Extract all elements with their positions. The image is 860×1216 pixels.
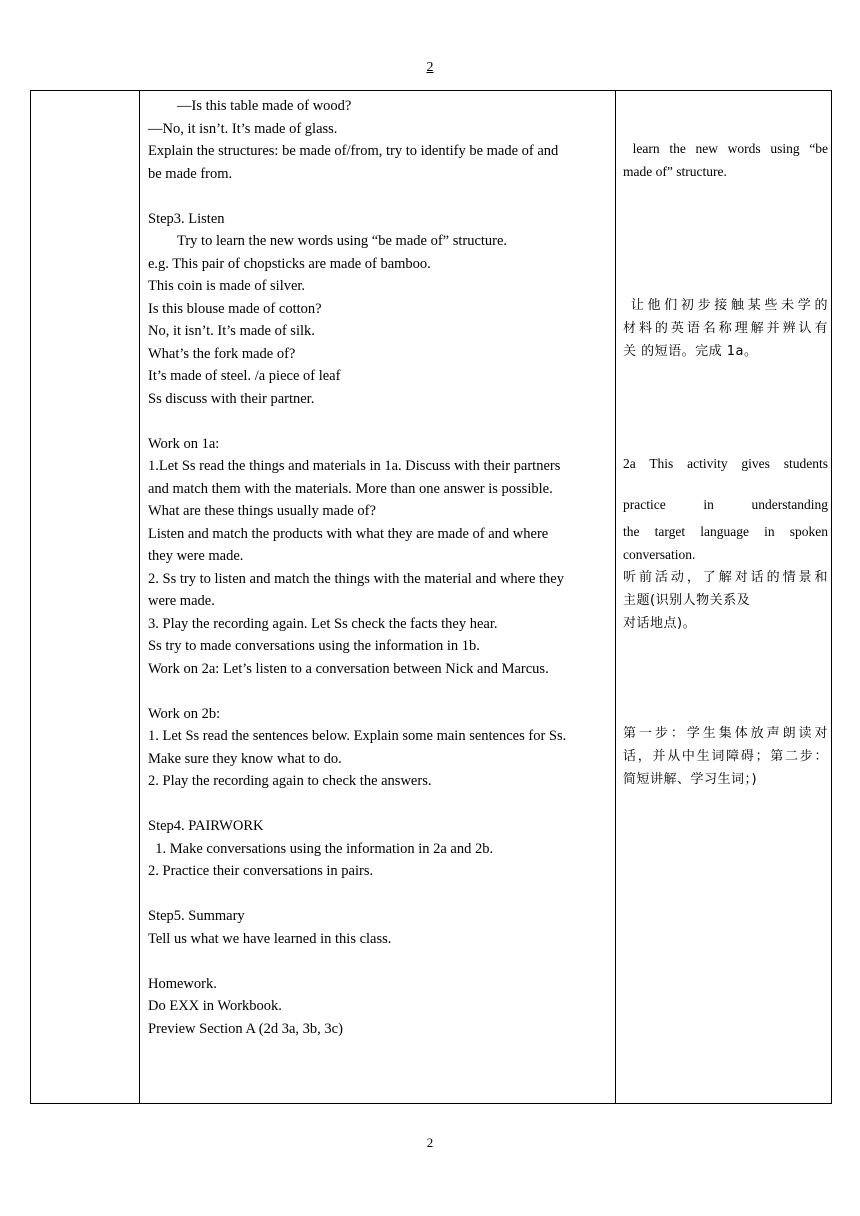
procedure-line: 2. Practice their conversations in pairs. <box>148 863 374 879</box>
note-line: 对话地点)。 <box>623 616 697 631</box>
procedure-line <box>148 950 610 973</box>
procedure-line: Try to learn the new words using “be made of” structure. <box>148 233 508 249</box>
procedure-line: What are these things usually made of? <box>148 503 376 519</box>
procedure-line: Ss try to made conversations using the information in 1b. <box>148 638 480 654</box>
note-learn-new-words <box>623 137 828 183</box>
page-number-top: 2 <box>426 60 434 75</box>
procedure-line: e.g. This pair of chopsticks are made of bamboo. <box>148 255 431 272</box>
procedure-line: Homework. <box>148 975 217 992</box>
note-line: made of” structure. <box>623 164 727 179</box>
procedure-line <box>148 793 610 816</box>
note-line: 听前活动，了解对话的情景和 <box>623 570 828 585</box>
note-materials <box>623 294 828 363</box>
procedure-line: 3. Play the recording again. Let Ss check the facts they hear. <box>148 615 498 632</box>
procedure-line: 1. Let Ss read the sentences below. Explain some main sentences for Ss. <box>148 728 567 744</box>
procedure-line: 2. Play the recording again to check the answers. <box>148 773 432 789</box>
procedure-line: It’s made of steel. /a piece of leaf <box>148 368 341 384</box>
procedure-line: Do EXX in Workbook. <box>148 998 282 1014</box>
teaching-procedure-column <box>148 95 610 1040</box>
note-line: 话，并从中生词障碍；第二步： <box>623 749 828 764</box>
procedure-line: Step5. Summary <box>148 908 245 924</box>
note-line: the target language in spoken <box>623 524 828 539</box>
procedure-line <box>148 185 610 208</box>
procedure-line: be made from. <box>148 165 233 182</box>
note-line: 简短讲解、学习生词；) <box>623 772 758 787</box>
page-number-bottom: 2 <box>426 1135 434 1150</box>
procedure-line: Work on 2a: Let’s listen to a conversation between Nick and Marcus. <box>148 660 549 677</box>
column-divider-right <box>615 91 616 1103</box>
procedure-line <box>148 680 610 703</box>
procedure-line: —Is this table made of wood? <box>148 98 352 114</box>
note-line: practice in understanding <box>623 497 828 512</box>
note-line: 材料的英语名称理解并辨认有 <box>623 321 828 336</box>
procedure-line: 2. Ss try to listen and match the things with the material and where they <box>148 570 564 587</box>
procedure-line: Work on 2b: <box>148 705 221 722</box>
procedure-line <box>148 410 610 433</box>
procedure-line: 1.Let Ss read the things and materials in 1a. Discuss with their partners <box>148 458 561 474</box>
procedure-line: Listen and match the products with what they are made of and where <box>148 525 549 542</box>
procedure-line: they were made. <box>148 548 244 564</box>
lesson-table <box>30 90 832 1104</box>
note-line: learn the new words using “be <box>623 141 828 156</box>
note-line: 2a This activity gives students <box>623 456 828 471</box>
procedure-line: No, it isn’t. It’s made of silk. <box>148 323 315 339</box>
procedure-line: This coin is made of silver. <box>148 278 306 294</box>
note-step-one <box>623 722 828 791</box>
procedure-line <box>148 883 610 906</box>
procedure-line: What’s the fork made of? <box>148 345 296 362</box>
procedure-line: Explain the structures: be made of/from, try to identify be made of and <box>148 143 559 159</box>
procedure-line: Step4. PAIRWORK <box>148 818 264 834</box>
note-2a-activity <box>623 452 828 635</box>
note-line: 主题(识别人物关系及 <box>623 593 751 608</box>
procedure-line: and match them with the materials. More than one answer is possible. <box>148 480 553 497</box>
procedure-line: Make sure they know what to do. <box>148 750 342 767</box>
note-line: 关 的短语。完成 1a。 <box>623 344 758 359</box>
column-divider-left <box>139 91 140 1103</box>
note-line: 第一步：学生集体放声朗读对 <box>623 726 828 741</box>
note-line: 让他们初步接触某些未学的 <box>623 298 828 313</box>
procedure-line: were made. <box>148 593 215 609</box>
procedure-line: —No, it isn’t. It’s made of glass. <box>148 120 338 137</box>
procedure-line: Step3. Listen <box>148 210 225 227</box>
procedure-line: Preview Section A (2d 3a, 3b, 3c) <box>148 1020 343 1037</box>
procedure-line: Work on 1a: <box>148 435 220 452</box>
note-line: conversation. <box>623 547 696 562</box>
procedure-line: Tell us what we have learned in this class. <box>148 930 392 947</box>
procedure-line: Is this blouse made of cotton? <box>148 300 322 317</box>
procedure-line: 1. Make conversations using the information in 2a and 2b. <box>148 840 494 857</box>
procedure-line: Ss discuss with their partner. <box>148 390 315 407</box>
